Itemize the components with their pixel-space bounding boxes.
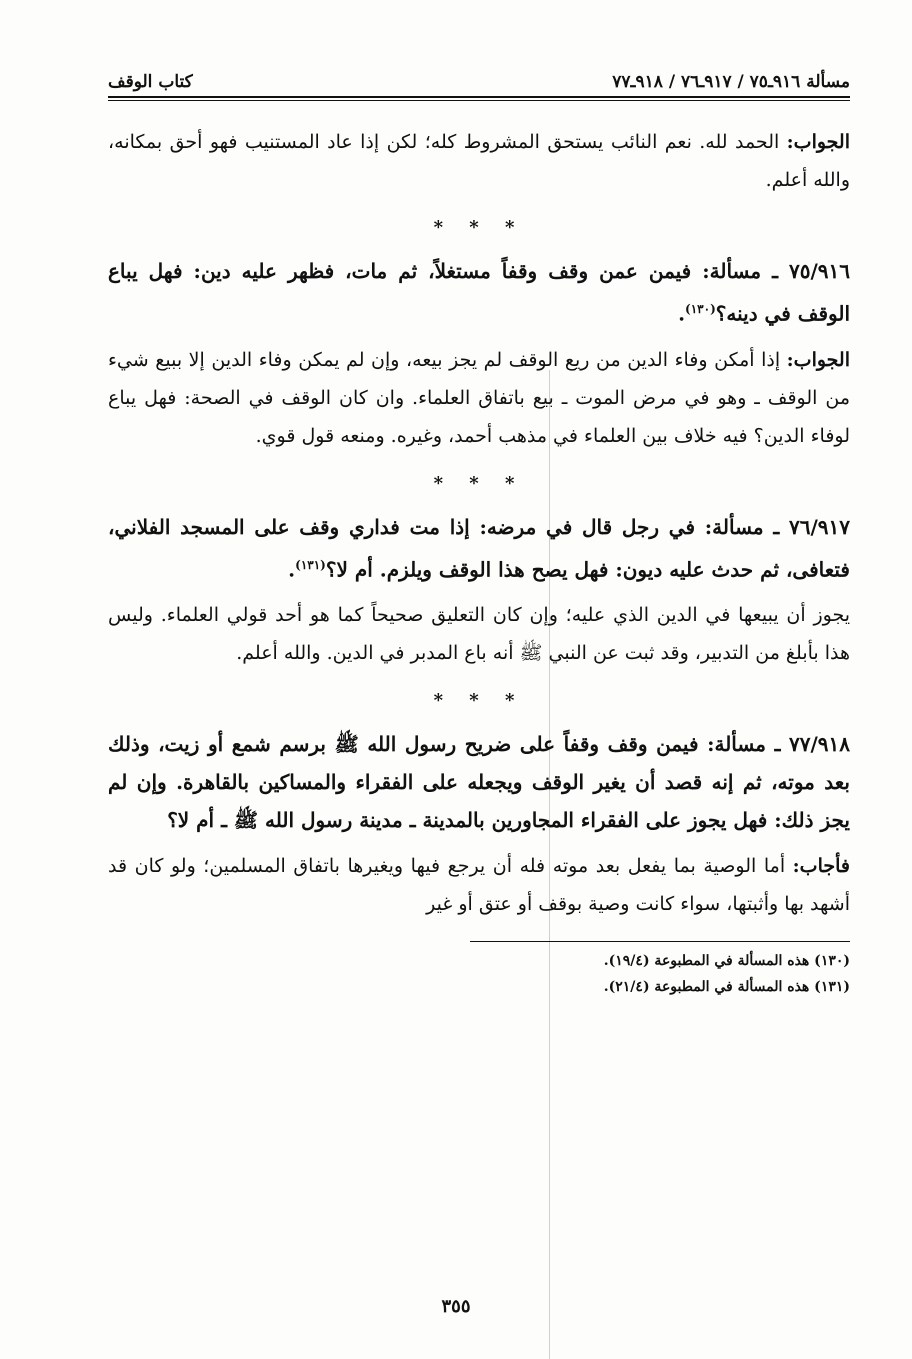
question-number: ٧٥/٩١٦ ـ (772, 259, 851, 283)
answer-917 (108, 596, 850, 672)
answer-text: الحمد لله. نعم النائب يستحق المشروط كله؛ لكن إذا عاد المستنيب فهو أحق بمكانه، والله أعلم. (108, 131, 850, 191)
question-text: فيمن وقف وقفاً على ضريح رسول الله ﷺ برسم شمع أو زيت، وذلك بعد موته، ثم إنه قصد أن يغير الوقف ويجعله على الفقراء والمساكين بالقاهرة. وإن لم يجز ذلك: فهل يجوز على الفقراء المجاورين بالمدينة ـ مدينة رسول الله ﷺ ـ أم لا؟ (108, 732, 850, 833)
question-917: ٧٦/٩١٧ ـ مسألة: في رجل قال في مرضه: إذا مت فداري وقف على المسجد الفلاني، فتعافى، ثم حدث عليه ديون: فهل يصح هذا الوقف ويلزم. أم لا؟$^{(١٣١)}$. (108, 514, 851, 582)
book-title: كتاب الوقف (108, 72, 193, 92)
answer-text: يجوز أن يبيعها في الدين الذي عليه؛ وإن كان التعليق صحيحاً كما هو أحد قولي العلماء. وليس هذا بأبلغ من التدبير، وقد ثبت عن النبي ﷺ أنه باع المدبر في الدين. والله أعلم. (108, 604, 850, 665)
footnote-rule (470, 941, 850, 942)
footnote-ref: (١٣١) (295, 557, 326, 572)
question-number: ٧٧/٩١٨ ـ (774, 732, 851, 757)
footnote-130: (١٣٠) هذه المسألة في المطبوعة (١٩/٤). (603, 953, 850, 970)
question-text: فيمن عمن وقف وقفاً مستغلاً، ثم مات، فظهر عليه دين: فهل يباع الوقف في دينه؟ (108, 259, 850, 326)
question-text: في رجل قال في مرضه: إذا مت فداري وقف على المسجد الفلاني، فتعافى، ثم حدث عليه ديون: فهل يصح هذا الوقف ويلزم. أم لا؟ (108, 514, 850, 582)
header-rule (108, 96, 850, 98)
page-number: ٣٥٥ (441, 1296, 471, 1317)
question-918 (108, 725, 850, 839)
answer-label: الجواب: (786, 131, 850, 153)
answer-918 (108, 847, 850, 923)
book-page (108, 60, 850, 1000)
answer-label: الجواب: (786, 348, 850, 371)
question-number: ٧٦/٩١٧ ـ (773, 514, 851, 539)
question-916: ٧٥/٩١٦ ـ مسألة: فيمن عمن وقف وقفاً مستغلاً، ثم مات، فظهر عليه دين: فهل يباع الوقف في دينه؟$^{(١٣٠)}$. (108, 259, 851, 326)
question-label: مسألة: (707, 732, 766, 757)
section-divider: * * * (433, 472, 525, 494)
question-label: مسألة: (704, 514, 764, 539)
answer-text: أما الوصية بما يفعل بعد موته فله أن يرجع فيها ويغيرها باتفاق المسلمين؛ ولو كان قد أشهد بها وأثبتها، سواء كانت وصية بوقف أو عتق أو غير (108, 855, 850, 916)
section-divider: * * * (433, 217, 525, 238)
answer-paragraph-1 (108, 123, 850, 199)
header-rule-thin (108, 100, 850, 101)
answer-label: فأجاب: (792, 855, 850, 878)
answer-text: إذا أمكن وفاء الدين من ريع الوقف لم يجز بيعه، وإن لم يمكن وفاء الدين إلا ببيع شيء من الوقف ـ وهو في مرض الموت ـ بيع باتفاق العلماء. وان كان الوقف في الصحة: فهل يباع لوفاء الدين؟ فيه خلاف بين العلماء في مذهب أحمد، وغيره. ومنعه قول قوي. (108, 348, 850, 447)
section-divider: * * * (433, 690, 525, 712)
answer-916 (108, 341, 850, 455)
footnote-131: (١٣١) هذه المسألة في المطبوعة (٢١/٤). (603, 979, 850, 996)
question-label: مسألة: (702, 259, 762, 283)
running-header (108, 60, 850, 92)
footnote-ref: (١٣٠) (685, 302, 716, 316)
issue-range: مسألة ٩١٦ـ٧٥ / ٩١٧ـ٧٦ / ٩١٨ـ٧٧ (612, 72, 850, 92)
